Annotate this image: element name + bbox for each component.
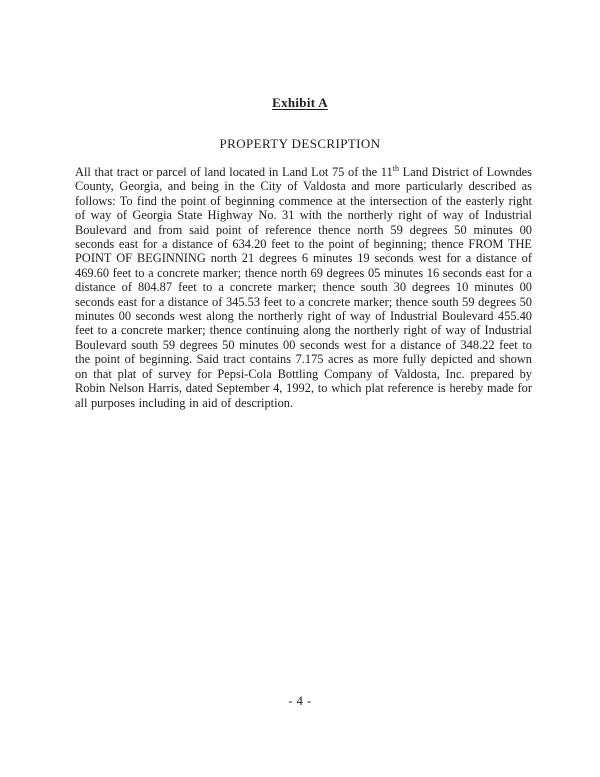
page-number: - 4 - [288,694,312,708]
ordinal-superscript: th [392,163,399,173]
exhibit-heading-text: Exhibit A [272,95,328,110]
exhibit-heading [0,95,600,111]
property-description-paragraph [75,165,532,410]
paragraph-text-part2: Land District of Lowndes County, Georgia, and being in the City of Valdosta and more particularly described as follows: To find the point of beginning commence at the intersection of the easterly right of way of Georgia State Highway No. 31 with the northerly right of way of Industrial Boulevard and from said point of reference thence north 59 degrees 50 minutes 00 seconds east for a distance of 634.20 feet to the point of beginning; thence FROM THE POINT OF BEGINNING north 21 degrees 6 minutes 19 seconds west for a distance of 469.60 feet to a concrete marker; thence north 69 degrees 05 minutes 16 seconds east for a distance of 804.87 feet to a concrete marker; thence south 30 degrees 10 minutes 00 seconds east for a distance of 345.53 feet to a concrete marker; thence south 59 degrees 50 minutes 00 seconds west along the northerly right of way of Industrial Boulevard 455.40 feet to a concrete marker; thence continuing along the northerly right of way of Industrial Boulevard south 59 degrees 50 minutes 00 seconds west for a distance of 348.22 feet to the point of beginning. Said tract contains 7.175 acres as more fully depicted and shown on that plat of survey for Pepsi-Cola Bottling Company of Valdosta, Inc. prepared by Robin Nelson Harris, dated September 4, 1992, to which plat reference is hereby made for all purposes including in aid of description. [75,165,532,410]
paragraph-text-part1: All that tract or parcel of land located in Land Lot 75 of the 11 [75,165,393,179]
section-title: PROPERTY DESCRIPTION [219,136,381,151]
